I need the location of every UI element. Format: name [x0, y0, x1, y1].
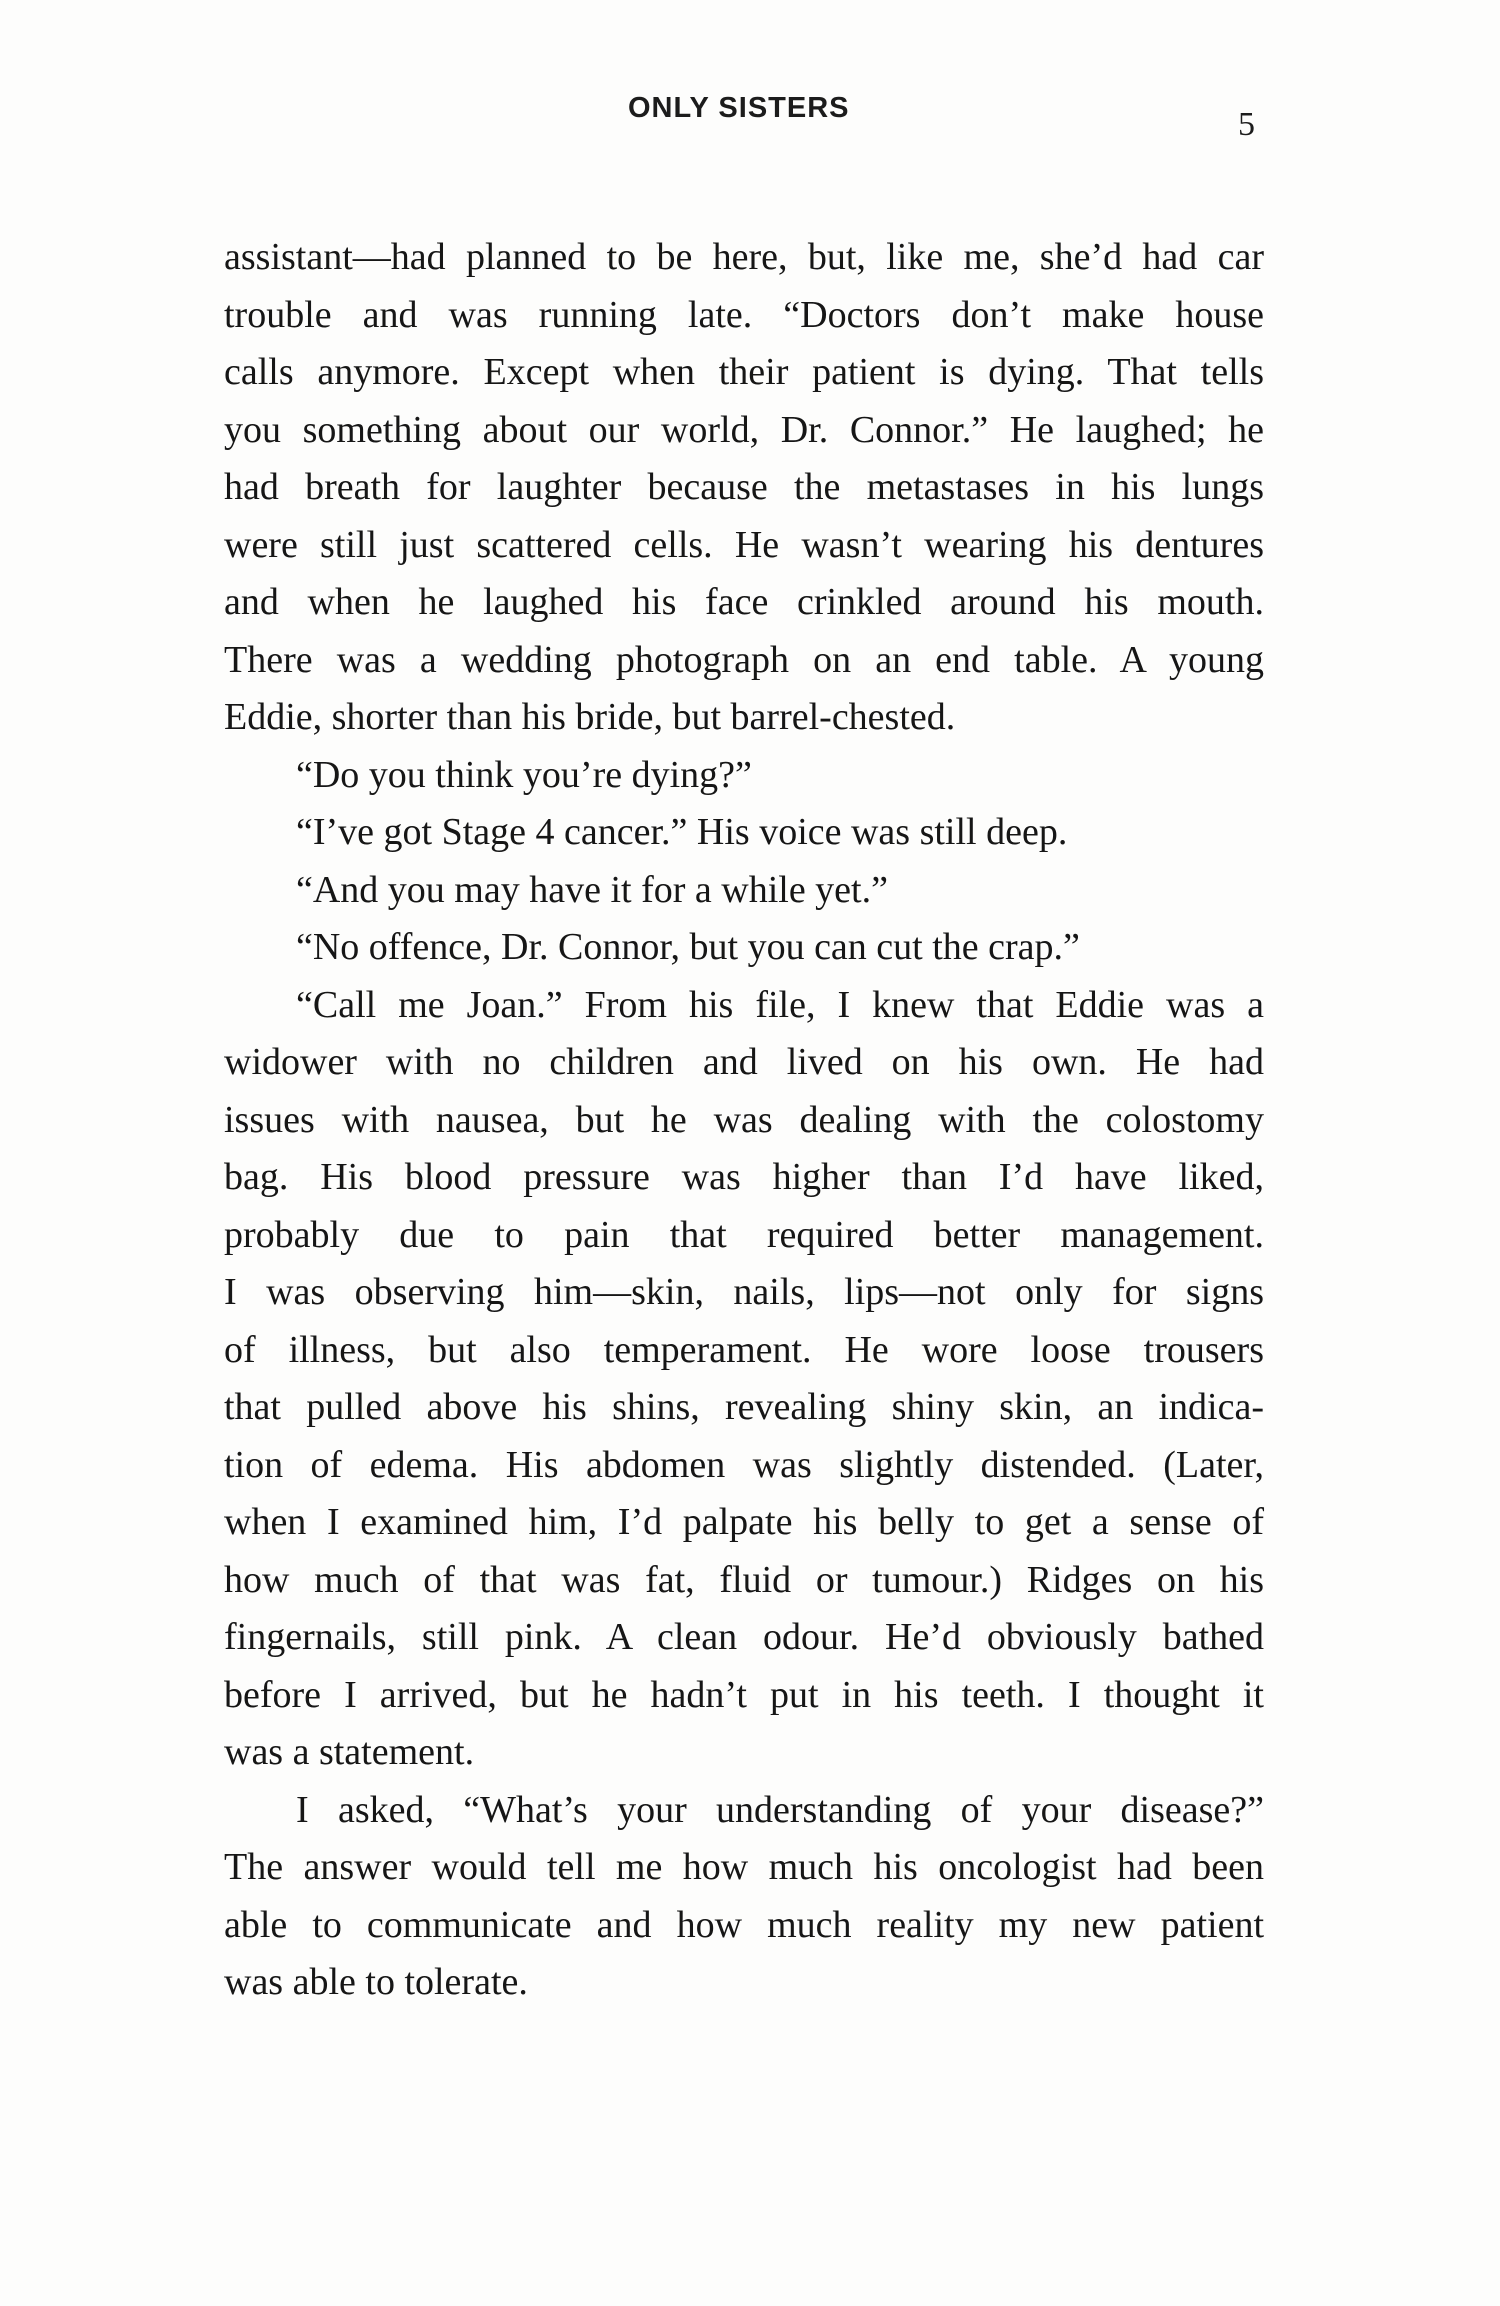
text-line: There was a wedding photograph on an end table. A young: [224, 638, 1264, 681]
text-line: I asked, “What’s your understanding of your disease?”: [296, 1788, 1264, 1831]
text-line: assistant—had planned to be here, but, like me, she’d had car: [224, 236, 1264, 278]
page-number: 5: [1238, 106, 1255, 143]
text-line: “Do you think you’re dying?”: [296, 753, 752, 796]
body-text: [224, 229, 1264, 2012]
text-line: you something about our world, Dr. Connor.” He laughed; he: [224, 408, 1264, 451]
text-line: when I examined him, I’d palpate his belly to get a sense of: [224, 1501, 1264, 1543]
text-line: The answer would tell me how much his oncologist had been: [224, 1846, 1264, 1888]
text-line: how much of that was fat, fluid or tumour.) Ridges on his: [224, 1558, 1264, 1601]
text-line: “I’ve got Stage 4 cancer.” His voice was still deep.: [296, 811, 1068, 853]
text-line: able to communicate and how much reality my new patient: [224, 1903, 1264, 1946]
running-head: [0, 92, 1500, 143]
text-line: “No offence, Dr. Connor, but you can cut the crap.”: [296, 926, 1080, 968]
text-line: “And you may have it for a while yet.”: [296, 868, 888, 911]
book-title: ONLY SISTERS: [628, 92, 850, 124]
text-line: “Call me Joan.” From his file, I knew that Eddie was a: [296, 983, 1264, 1026]
text-line: widower with no children and lived on his own. He had: [224, 1041, 1264, 1083]
text-line: probably due to pain that required better management.: [224, 1213, 1264, 1256]
text-line: calls anymore. Except when their patient is dying. That tells: [224, 351, 1264, 393]
text-line: tion of edema. His abdomen was slightly distended. (Later,: [224, 1443, 1264, 1486]
text-line: had breath for laughter because the metastases in his lungs: [224, 466, 1264, 508]
text-line: that pulled above his shins, revealing shiny skin, an indica-: [224, 1386, 1264, 1428]
text-line: Eddie, shorter than his bride, but barrel-chested.: [224, 696, 956, 738]
text-line: bag. His blood pressure was higher than I’d have liked,: [224, 1156, 1264, 1198]
text-line: fingernails, still pink. A clean odour. He’d obviously bathed: [224, 1616, 1264, 1658]
text-line: trouble and was running late. “Doctors don’t make house: [224, 293, 1264, 336]
text-line: before I arrived, but he hadn’t put in his teeth. I thought it: [224, 1673, 1264, 1716]
text-line: was a statement.: [224, 1731, 475, 1773]
text-line: issues with nausea, but he was dealing with the colostomy: [224, 1098, 1264, 1141]
text-line: were still just scattered cells. He wasn’t wearing his dentures: [224, 523, 1264, 566]
text-line: and when he laughed his face crinkled around his mouth.: [224, 581, 1264, 623]
text-line: was able to tolerate.: [224, 1961, 528, 2003]
text-line: I was observing him—skin, nails, lips—not only for signs: [224, 1271, 1264, 1313]
text-line: of illness, but also temperament. He wore loose trousers: [224, 1328, 1264, 1371]
